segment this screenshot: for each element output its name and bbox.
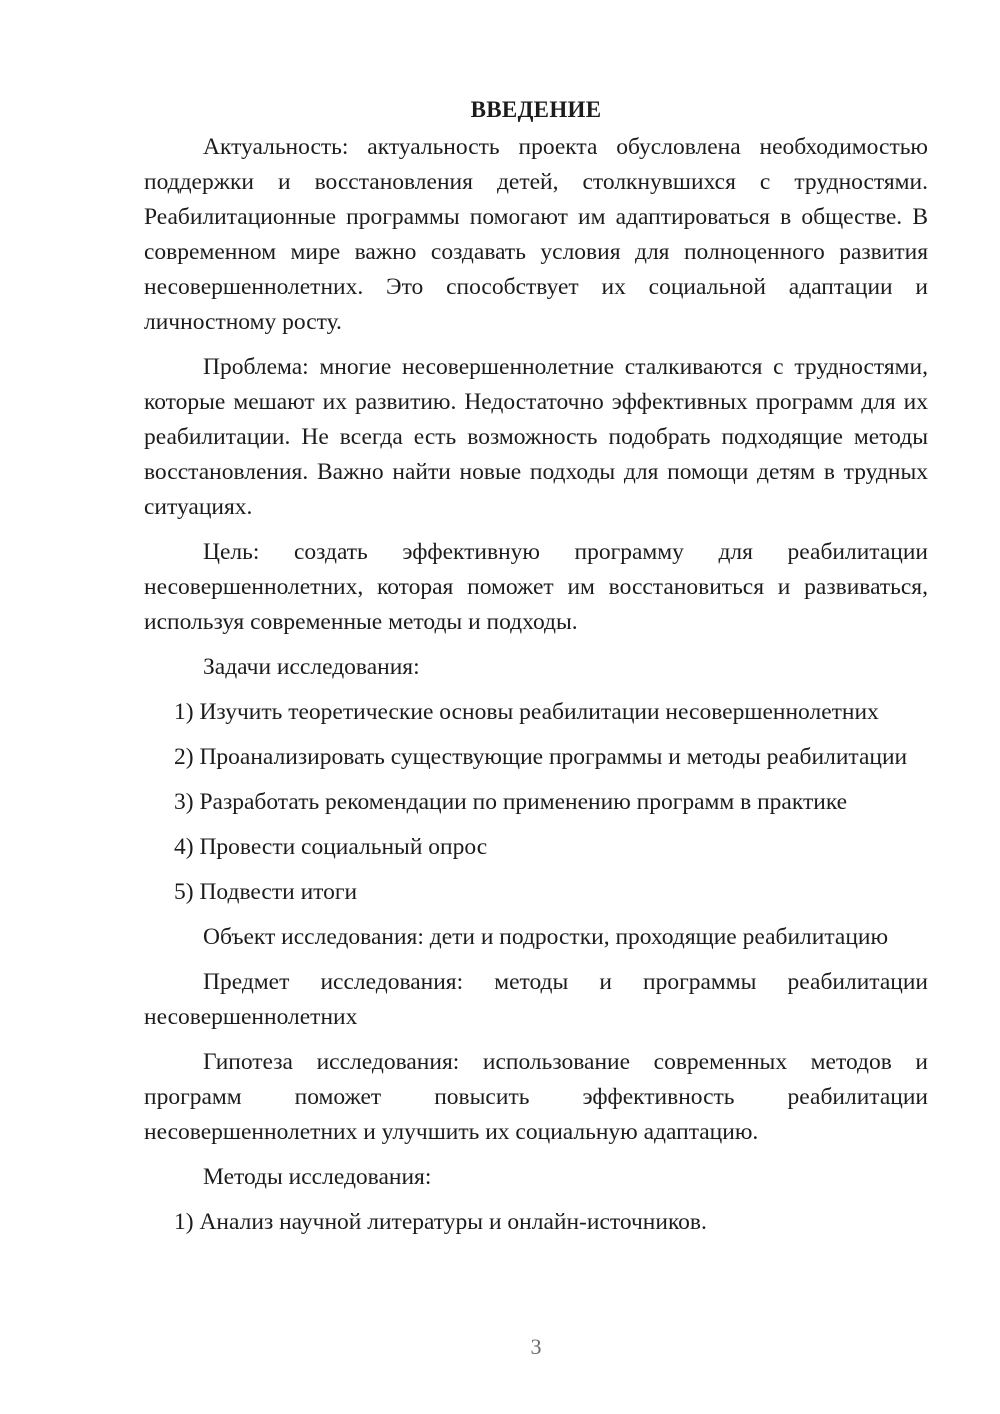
page-number: 3 [530,1334,542,1359]
task-item-4: 4) Провести социальный опрос [174,834,488,860]
task-item-1: 1) Изучить теоретические основы реабилитации несовершеннолетних [174,699,879,725]
page-title: ВВЕДЕНИЕ [470,97,602,122]
object-paragraph: Объект исследования: дети и подростки, проходящие реабилитацию [203,924,889,950]
goal-paragraph: Цель: создать эффективную программу для реабилитации несовершеннолетних, которая поможет им восстановиться и развиваться, используя современные методы и подходы. [144,539,928,635]
page-body [144,92,928,1250]
problem-paragraph: Проблема: многие несовершеннолетние сталкиваются с трудностями, которые мешают их развитию. Недостаточно эффективных программ для их реабилитации. Не всегда есть возможность подобрать подходящие методы восстановления. Важно найти новые подходы для помощи детям в трудных ситуациях. [144,354,928,520]
methods-heading: Методы исследования: [203,1164,432,1190]
tasks-heading: Задачи исследования: [203,654,420,680]
subject-paragraph: Предмет исследования: методы и программы реабилитации несовершеннолетних [144,969,928,1030]
task-item-5: 5) Подвести итоги [174,879,358,905]
hypothesis-paragraph: Гипотеза исследования: использование современных методов и программ поможет повысить эффективность реабилитации несовершеннолетних и улучшить их социальную адаптацию. [144,1049,928,1145]
relevance-paragraph: Актуальность: актуальность проекта обусловлена необходимостью поддержки и восстановления детей, столкнувшихся с трудностями. Реабилитационные программы помогают им адаптироваться в обществе. В современном мире важно создавать условия для полноценного развития несовершеннолетних. Это способствует их социальной адаптации и личностному росту. [144,134,928,335]
task-item-2: 2) Проанализировать существующие программы и методы реабилитации [174,744,908,770]
task-item-3: 3) Разработать рекомендации по применению программ в практике [174,789,848,815]
method-item-1: 1) Анализ научной литературы и онлайн-источников. [174,1209,707,1235]
